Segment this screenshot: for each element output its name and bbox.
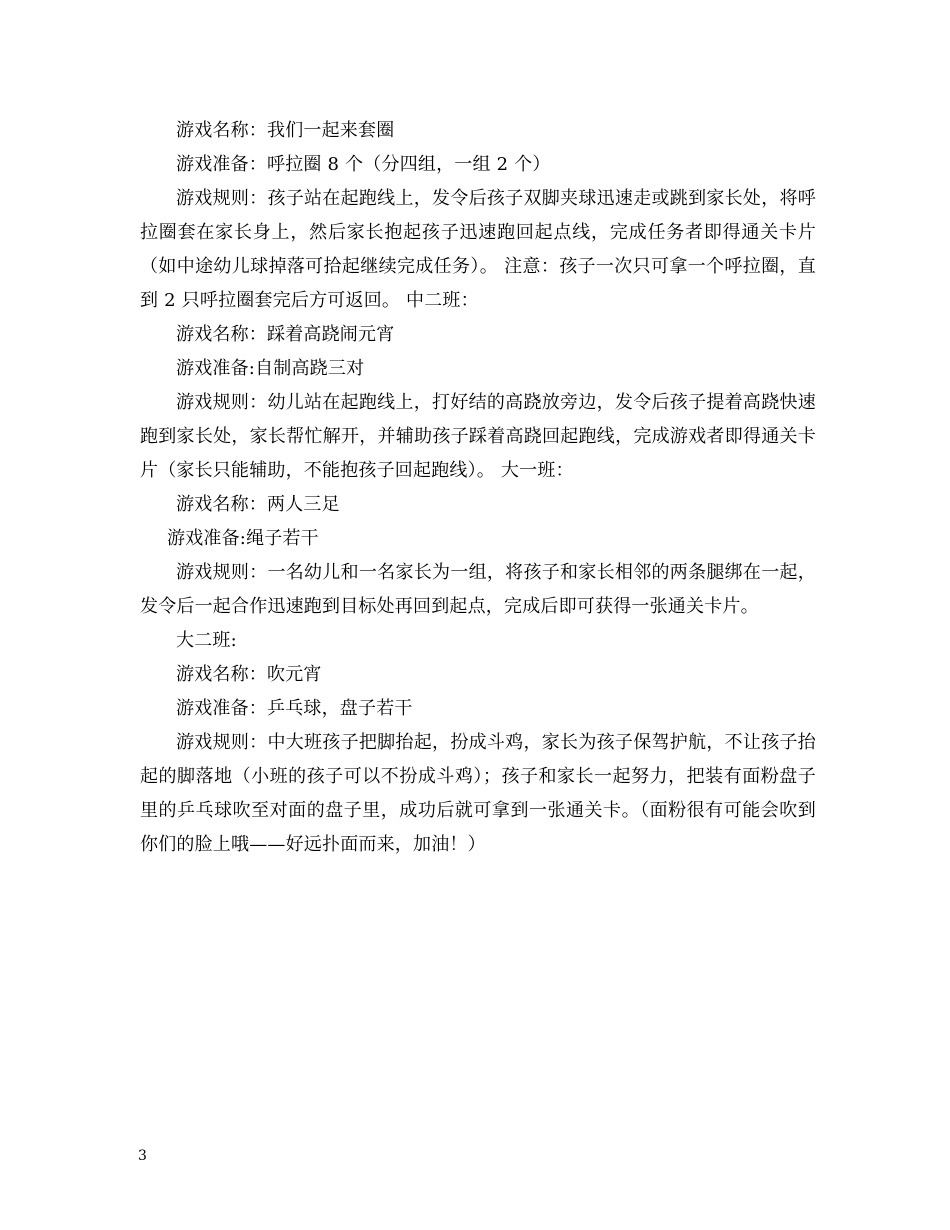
paragraph-game2-name: 游戏名称：踩着高跷闹元宵	[176, 324, 395, 345]
paragraph-game3-prep: 游戏准备:绳子若干	[167, 528, 319, 549]
paragraph-class-heading: 大二班:	[176, 630, 237, 651]
paragraph-game1-prep: 游戏准备：呼拉圈 8 个（分四组，一组 2 个）	[176, 154, 551, 175]
paragraph-game2-rules: 游戏规则：幼儿站在起跑线上，打好结的高跷放旁边，发令后孩子提着高跷快速跑到家长处，家长帮忙解开，并辅助孩子踩着高跷回起跑线，完成游戏者即得通关卡片（家长只能辅助，不能抱孩子回起跑线）。 大一班：	[140, 392, 816, 481]
paragraph-game1-rules: 游戏规则：孩子站在起跑线上，发令后孩子双脚夹球迅速走或跳到家长处，将呼拉圈套在家长身上，然后家长抱起孩子迅速跑回起点线，完成任务者即得通关卡片（如中途幼儿球掉落可拾起继续完成任务）。 注意：孩子一次只可拿一个呼拉圈，直到 2 只呼拉圈套完后方可返回。 中二班：	[140, 188, 816, 311]
paragraph-game3-name: 游戏名称：两人三足	[176, 494, 340, 515]
paragraph-game3-rules: 游戏规则：一名幼儿和一名家长为一组，将孩子和家长相邻的两条腿绑在一起，发令后一起合作迅速跑到目标处再回到起点，完成后即可获得一张通关卡片。	[140, 562, 816, 617]
page-number: 3	[138, 1148, 147, 1164]
paragraph-game2-prep: 游戏准备:自制高跷三对	[176, 358, 365, 379]
paragraph-game4-rules: 游戏规则：中大班孩子把脚抬起，扮成斗鸡，家长为孩子保驾护航，不让孩子抬起的脚落地（小班的孩子可以不扮成斗鸡）；孩子和家长一起努力，把装有面粉盘子里的乒乓球吹至对面的盘子里，成功后就可拿到一张通关卡。（面粉很有可能会吹到你们的脸上哦——好远扑面而来，加油！）	[140, 732, 816, 855]
paragraph-game1-name: 游戏名称：我们一起来套圈	[176, 120, 395, 141]
document-body	[140, 114, 816, 862]
paragraph-game4-name: 游戏名称：吹元宵	[176, 664, 322, 685]
paragraph-game4-prep: 游戏准备：乒乓球，盘子若干	[176, 698, 413, 719]
